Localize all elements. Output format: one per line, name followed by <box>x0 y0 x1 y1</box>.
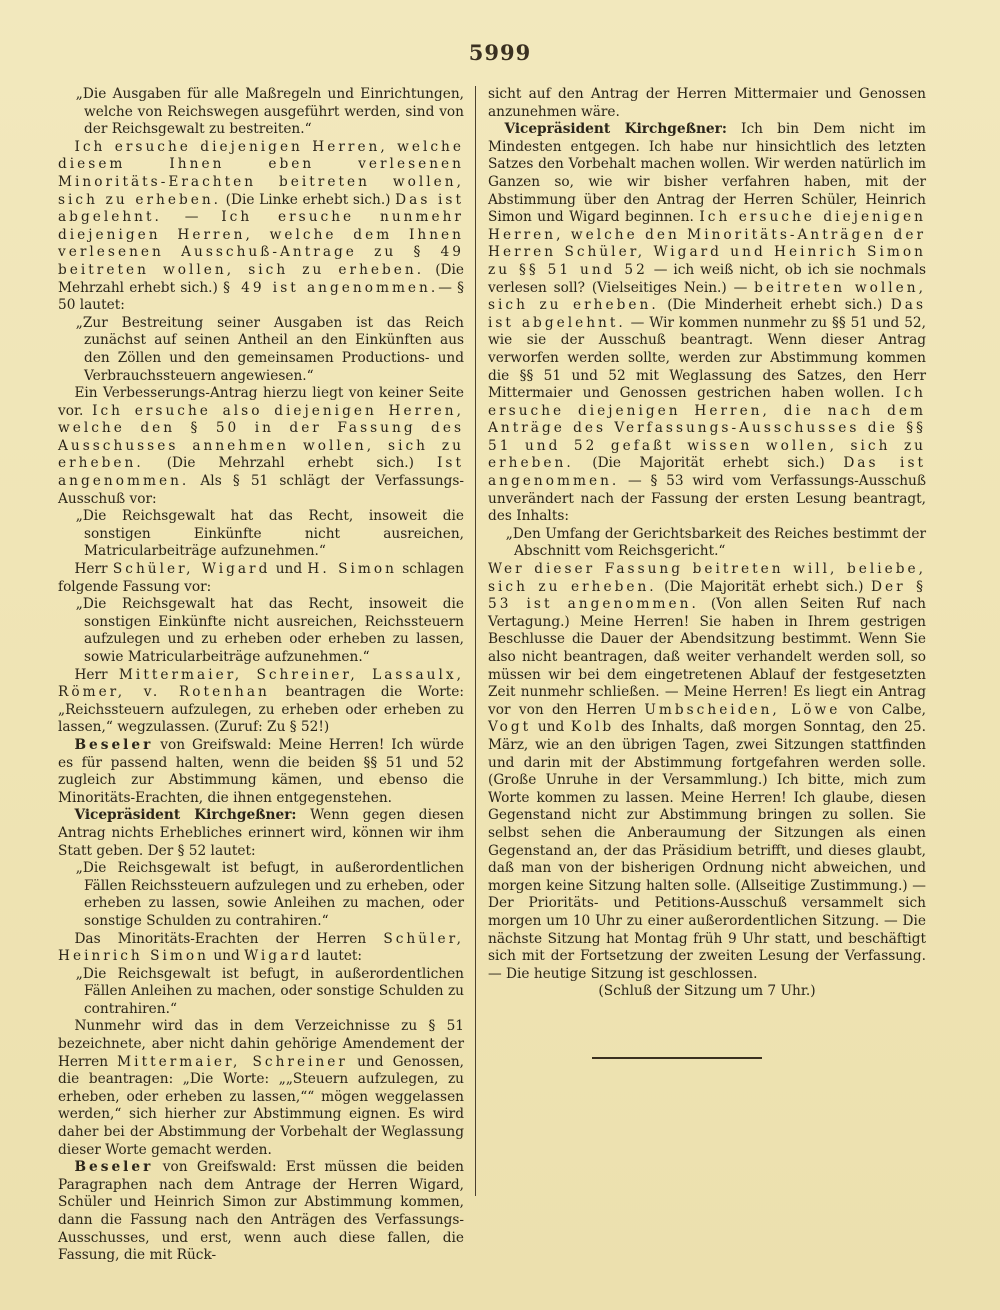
text-paragraph: sicht auf den Antrag der Herren Mittermaier und Genossen anzunehmen wäre. <box>488 86 926 120</box>
text-run: und <box>531 719 571 736</box>
quote-paragraph: „Die Reichsgewalt hat das Recht, insoweit die sonstigen Einkünfte nicht ausreichen, Matricularbeiträge aufzunehmen.“ <box>75 508 464 560</box>
text-paragraph <box>58 385 464 508</box>
text-paragraph <box>58 139 464 315</box>
text-run: Als § 51 schlägt der Verfassungs-Ausschuß vor: <box>58 473 464 507</box>
text-run: (Die Mehrzahl erhebt sich.) <box>58 261 464 296</box>
text-run: von Calbe, <box>840 701 926 718</box>
text-paragraph <box>488 561 926 983</box>
speaker-names: Schüler, Wigard <box>112 561 271 578</box>
spaced-text: Ich ersuche also diejenigen Herren, welche den § 50 in der Fassung des Ausschusses annehmen wollen, sich zu erheben. <box>58 402 464 472</box>
text-paragraph <box>58 561 464 596</box>
text-paragraph <box>58 931 464 966</box>
text-paragraph <box>58 667 464 737</box>
text-run: (Die Majorität erhebt sich.) <box>656 578 871 595</box>
text-run: (Die Linke erhebt sich.) <box>221 191 396 208</box>
text-run: Ich bin Dem nicht im Mindesten entgegen. Ich habe nur hinsichtlich des letzten Satzes den Vorbehalt machen wollen. Wir werden natürlich im Ganzen so, wie wir bisher verfahren haben, mit der Abstimmung über den Antrag der Herren Schüler, Heinrich Simon und Wigard beginnen. <box>488 121 926 226</box>
text-run: schlagen folgende Fassung vor: <box>58 561 464 595</box>
text-paragraph <box>58 1018 464 1159</box>
speaker-name: Vicepräsident Kirchgeßner: <box>504 121 727 138</box>
spaced-text: beitreten wollen, sich zu erheben. <box>488 279 926 314</box>
speech-paragraph <box>58 1159 464 1265</box>
speaker-name: Beseler <box>74 1159 154 1176</box>
text-run: — § 50 lautet: <box>58 279 464 314</box>
left-column <box>58 86 464 1265</box>
session-close-note: (Schluß der Sitzung um 7 Uhr.) <box>598 983 816 1000</box>
text-run: und <box>270 561 308 578</box>
spaced-text: Wer dieser Fassung beitreten will, beliebe, sich zu erheben. <box>488 561 926 595</box>
text-run: Herr <box>74 561 113 578</box>
spaced-text: Ich ersuche diejenigen Herren, welche den Minoritäts-Anträgen der Herren Schüler, Wigard und Heinrich Simon zu §§ 51 und 52 <box>488 209 926 278</box>
text-run: von Greifswald: Erst müssen die beiden Paragraphen nach dem Antrage der Herren Wigard, Schüler und Heinrich Simon zur Abstimmung kommen, dann die Fassung nach den Anträgen des Verfassungs-Ausschusses, und erst, wenn auch diese fallen, die Fassung, die mit Rück- <box>58 1159 464 1264</box>
speaker-names: Mittermaier, Schreiner, Lassaulx, Römer, v. Rotenhan <box>58 666 464 701</box>
text-run: — Wir kommen nunmehr zu §§ 51 und 52, wie sie der Ausschuß beantragt. Wenn dieser Antrag verworfen werden sollte, werden zur Abstimmung kommen die §§ 51 und 52 mit Weglassung des Satzes, den Herr Mittermaier und Genossen gestrichen haben wollen. <box>488 314 926 402</box>
text-run: lautet: <box>312 948 363 965</box>
spaced-text: Ich ersuche diejenigen Herren, die nach dem Anträge des Verfassungs-Ausschusses die §§ 51 und 52 gefaßt wissen wollen, sich zu erheben. <box>488 385 926 472</box>
spaced-text: Der § 53 ist angenommen. <box>488 578 926 613</box>
spaced-text: Ich ersuche diejenigen Herren, welche diesem Ihnen eben verlesenen Minoritäts-Erachten beitreten wollen, sich zu erheben. <box>58 138 464 208</box>
text-run: (Die Minderheit erhebt sich.) <box>658 297 891 314</box>
speech-paragraph <box>58 807 464 860</box>
text-run: und Genossen, die beantragen: „Die Worte: „„Steuern aufzulegen, zu erheben, oder erheben zu lassen,““ mögen weggelassen werden,“ sich hierher zur Abstimmung eignen. Es wird daher bei der Abstimmung der Vorbehalt der Weglassung dieser Worte gemacht werden. <box>58 1053 464 1158</box>
right-column <box>488 86 926 1001</box>
spaced-text: Das ist abgelehnt. <box>58 191 464 226</box>
speaker-names: Schüler, Heinrich Simon <box>58 930 464 965</box>
spaced-text: Das ist angenommen. <box>488 455 927 490</box>
speaker-names: Mittermaier, Schreiner <box>117 1053 348 1070</box>
spaced-text: Ich ersuche nunmehr diejenigen Herren, welche dem Ihnen verlesenen Ausschuß-Antrage zu § 49 beitreten wollen, sich zu erheben. <box>58 209 464 278</box>
quote-paragraph: „Zur Bestreitung seiner Ausgaben ist das Reich zunächst auf seinen Antheil an den Einkünften aus den Zöllen und den gemeinsamen Productions- und Verbrauchssteuern angewiesen.“ <box>75 314 464 384</box>
text-run: Herr <box>74 666 119 683</box>
spaced-text: Das ist abgelehnt. <box>488 297 926 331</box>
end-rule <box>592 1057 762 1059</box>
speaker-names: Kolb <box>570 719 615 736</box>
speech-paragraph <box>58 737 464 807</box>
text-run: (Von allen Seiten Ruf nach Vertagung.) Meine Herren! Sie haben in Ihrem gestrigen Beschlusse die Dauer der Abendsitzung bestimmt. Wenn Sie also nicht beantragen, daß weiter verhandelt werden soll, so müssen wir bei dem eingetretenen Ablauf der festgesetzten Zeit nunmehr schließen. — Meine Herren! Es liegt ein Antrag vor von den Herren <box>488 596 926 718</box>
quote-paragraph: „Die Reichsgewalt hat das Recht, insoweit die sonstigen Einkünfte nicht ausreichen, Reichssteuern aufzulegen und zu erheben oder erheben zu lassen, sowie Matricularbeiträge aufzunehmen.“ <box>75 596 464 665</box>
text-run: (Die Majorität erhebt sich.) <box>573 455 844 472</box>
text-run: — <box>161 209 222 226</box>
speech-paragraph <box>488 121 926 526</box>
page-number: 5999 <box>468 40 532 65</box>
text-run: des Inhalts, daß morgen Sonntag, den 25. März, wie an den übrigen Tagen, zwei Sitzungen stattfinden und darin mit der Abstimmung fortgefahren werden solle. (Große Unruhe in der Versammlung.) Ich bitte, mich zum Worte kommen zu lassen. Meine Herren! Ich glaube, diesen Gegenstand nicht zur Abstimmung bringen zu sollen. Sie selbst sehen die Anberaumung der Sitzungen als einen Gegenstand an, der das Präsidium betrifft, und dieses glaubt, daß man von der bisherigen Ordnung nicht abweichen, und morgen keine Sitzung halten solle. (Allseitige Zustimmung.) — Der Prioritäts- und Petitions-Ausschuß versammelt sich morgen um 10 Uhr zu einer außerordentlichen Sitzung. — Die nächste Sitzung hat Montag früh 9 Uhr statt, und beschäftigt sich mit der Fortsetzung der zweiten Lesung der Verfassung. — Die heutige Sitzung ist geschlossen. <box>488 719 926 982</box>
speaker-names: Umbscheiden, Löwe <box>644 701 841 718</box>
column-divider <box>475 86 476 1196</box>
speaker-name: Beseler <box>74 736 154 753</box>
speaker-names: H. Simon <box>307 561 397 578</box>
speaker-name: Vicepräsident Kirchgeßner: <box>74 807 297 824</box>
text-run: Ein Verbesserungs-Antrag hierzu liegt von keiner Seite vor. <box>58 385 464 419</box>
quote-paragraph: „Die Reichsgewalt ist befugt, in außerordentlichen Fällen Reichssteuern aufzulegen und zu erheben, oder erheben zu lassen, sowie Anleihen zu machen, oder sonstige Schulden zu contrahiren.“ <box>75 860 464 929</box>
text-run: (Die Mehrzahl erhebt sich.) <box>143 455 438 472</box>
speaker-names: Vogt <box>488 719 532 736</box>
text-run: Das Minoritäts-Erachten der Herren <box>74 930 384 947</box>
text-run: und <box>208 948 245 965</box>
text-run: Nunmehr wird das in dem Verzeichnisse zu § 51 bezeichnete, aber nicht dahin gehörige Amendement der Herren <box>58 1018 464 1070</box>
speaker-names: Wigard <box>244 948 313 965</box>
quote-paragraph: „Die Reichsgewalt ist befugt, in außerordentlichen Fällen Anleihen zu machen, oder sonstige Schulden zu contrahiren.“ <box>75 965 464 1017</box>
spaced-text: § 49 ist angenommen. <box>223 279 439 296</box>
spaced-text: Ist angenommen. <box>58 455 464 490</box>
text-run: beantragen die Worte: „Reichssteuern aufzulegen, zu erheben oder erheben zu lassen,“ wegzulassen. (Zuruf: Zu § 52!) <box>58 684 464 736</box>
text-run: Wenn gegen diesen Antrag nichts Erhebliches erinnert wird, können wir ihm Statt geben. Der § 52 lautet: <box>58 807 464 859</box>
text-run: von Greifswald: Meine Herren! Ich würde es für passend halten, wenn die beiden §§ 51 und 52 zugleich zur Abstimmung kämen, und ebenso die Minoritäts-Erachten, die ihnen entgegenstehen. <box>58 736 464 806</box>
quote-paragraph: „Die Ausgaben für alle Maßregeln und Einrichtungen, welche von Reichswegen ausgeführt werden, sind von der Reichsgewalt zu bestreiten.“ <box>75 86 464 138</box>
text-run: — ich weiß nicht, ob ich sie nochmals verlesen soll? (Vielseitiges Nein.) — <box>488 261 926 296</box>
quote-paragraph: „Den Umfang der Gerichtsbarkeit des Reiches bestimmt der Abschnitt vom Reichsgericht.“ <box>505 525 926 560</box>
text-run: — § 53 wird vom Verfassungs-Ausschuß unverändert nach der Fassung der ersten Lesung beantragt, des Inhalts: <box>488 473 926 525</box>
